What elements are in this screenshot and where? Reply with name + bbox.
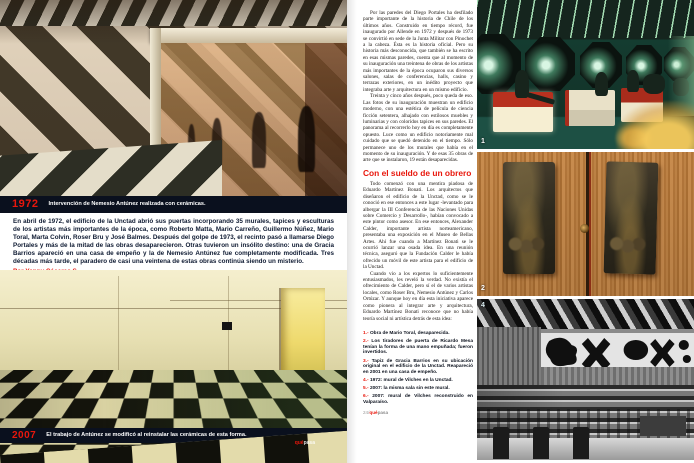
striped-floor [0, 140, 222, 196]
caption-number: 5.- [363, 386, 369, 392]
door-edge [589, 152, 591, 296]
wall-sign [222, 322, 232, 330]
person-silhouette [627, 70, 639, 92]
caption-text: Obra de Mario Toral, desaparecida. [368, 330, 450, 336]
caption-text: 2007: mural de Vilches reconstruido en Valparaíso. [363, 394, 473, 405]
ceiling-lights [477, 0, 694, 38]
watermark-red: qué [294, 440, 304, 446]
intro-paragraph: En abril de 1972, el edificio de la Unctad abrió sus puertas incorporando 35 murales, tapices y esculturas de los artistas más importantes de la época, como Roberto Matta, Mario Carreño, Guillermo Núñez, Mario Toral, Marta Colvin, Roser Bru y José Balmes. Después del golpe de 1973, el recinto pasó a llamarse Diego Portales y más de la mitad de las obras desaparecieron. Otras tuvieron un insólito destino: una de Gracia Barrios apareció en una casa de empeño y la de Nemesio Antúnez fue completamente modificada. Tres décadas más tarde, el paradero de casi una veintena de estas obras continúa siendo un misterio. [13, 218, 334, 265]
photo-checkered-room [0, 270, 347, 463]
photo-conference-room [477, 299, 694, 460]
page-number: 24/ [363, 410, 370, 416]
floor-tint [0, 370, 347, 430]
photo-caption-item [363, 378, 473, 384]
photo-door-handles [477, 152, 694, 296]
photo-caption: Intervención de Nemesio Antúnez realizada con cerámicas. [48, 201, 206, 208]
person-silhouette [298, 106, 315, 172]
white-sofa [565, 90, 615, 126]
photo-caption: El trabajo de Antúnez se modificó al reinstalar las cerámicas de esta forma. [46, 432, 247, 439]
article-text-column [363, 10, 473, 460]
photo-number: 2 [481, 285, 485, 292]
caption-number: 6.- [363, 394, 369, 400]
caption-bar-1972 [0, 196, 347, 213]
caption-number: 2.- [363, 339, 369, 345]
photo-number: 1 [481, 138, 485, 145]
photo-caption-item [363, 359, 473, 376]
caption-number: 3.- [363, 358, 369, 364]
section-heading: Con el sueldo de un obrero [363, 167, 472, 178]
people-group [643, 74, 665, 94]
article-paragraph: Por las paredes del Diego Portales ha desfilado parte importante de la historia de Chile de los últimos años. Construido en tiempo récord, fue inaugurado por Allende en 1972 y después de 1973 se convirtió en sede de la Junta Militar con Pinochet a la cabeza. Ésta es la historia oficial. Pero su historia más desconocida, que también se ha escrito en esas mismas paredes, cuenta que al momento de su inauguración una treintena de obras de los artistas más importantes de la época ocuparon sus diversos salones, salas de conferencias, halls, casino y terrazas exteriores, en un inédito proyecto que integraba arte y arquitectura en un mismo edificio. [363, 10, 473, 93]
photo-caption-item [363, 339, 473, 356]
lower-wall [541, 367, 694, 385]
caption-text: 1972: mural de Vilches en la Unctad. [368, 377, 453, 383]
watermark [295, 441, 315, 446]
chair [493, 427, 509, 459]
article-paragraph: Todo comenzó con una mentira piadosa de Eduardo Martínez Bonati. Los arquitectos que diseñaron el edificio de la Unctad, como se le conoció en ese entonces a este lugar -levantado para albergar la III Conferencia de las Naciones Unidas sobre Comercio y Desarrollo-, habían convocado a este pintor como asesor. En ese entonces, Alexander Calder, importante artista norteamericano, presentaba una exposición en el Museo de Bellas Artes. Ahí fue cuando a Martínez Bonati se le ocurrió lanzar una osada idea. En una reunión técnica, aseguró que la Fundación Calder le había ofrecido un móvil de este artista para el edificio de la Unctad. [363, 180, 473, 271]
caption-number: 1.- [363, 330, 369, 336]
keyhole [580, 224, 589, 233]
chair [573, 427, 589, 459]
dried-plant [616, 101, 694, 149]
year-label: 1972 [12, 198, 39, 210]
person-silhouette [595, 72, 608, 96]
magazine-brand-gray: pasa [377, 410, 389, 416]
zigzag-ceiling [477, 299, 694, 329]
photo-caption-item [363, 386, 473, 392]
intro-block [0, 213, 347, 270]
watermark-gray: pasa [303, 440, 315, 446]
article-paragraph: Treinta y cinco años después, poco queda de eso. Las fotos de su inauguración muestran un edificio moderno, con una estética de película de ciencia ficción setentera, alhajado con estilosos muebles y luminarias y con coloridos tapices en sus paredes. El panorama al recorrerlo hoy en día es completamente opuesto. Luce como un edificio notoriamente mal cuidado que se quedó detenido en el tiempo. Sólo permanece uno de los murales que había en el momento de su inauguración. Y de esas 35 obras de arte que se instalaron, 19 están desaparecidas. [363, 93, 473, 164]
entrance-beam [150, 28, 347, 43]
photo-caption-item [363, 394, 473, 405]
porthole-panel [525, 37, 575, 91]
slatted-wall [477, 327, 541, 385]
caption-text: 2007: la misma sala sin este mural. [368, 386, 450, 392]
chair [533, 427, 549, 459]
caption-text: Los tiradores de puerta de Ricardo Mesa tenían la forma de una mano empuñada; fueron invertidos. [363, 339, 473, 356]
photo-lounge-portholes [477, 0, 694, 149]
mural-graphic [541, 333, 694, 367]
person-silhouette [252, 112, 266, 168]
photo-striped-entrance [0, 0, 347, 196]
caption-text: Tapiz de Gracia Barrios en su ubicación original en el edificio de la Unctad. Reapareció en 2001 en una casa de empeño. [363, 358, 473, 375]
page-gutter [347, 0, 362, 463]
vilches-mural-band [541, 333, 694, 367]
article-paragraph: Cuando vio a los expertos lo suficientemente entusiasmados, les reveló la verdad. No existía el ofrecimiento de Calder, pero sí el de varios artistas locales, como Roser Bru, Nemesio Antúnez y Carlos Ortúzar. Y aunque hoy en día esta iniciativa aparece como pionera al integrar arte y arquitectura, Eduardo Martínez Bonati reconoce que no había teoría social ni artística detrás de esta idea: [363, 270, 473, 322]
wall-seam [118, 276, 119, 372]
caption-number: 4.- [363, 377, 369, 383]
magazine-brand-red: qué [369, 410, 378, 416]
year-label: 2007 [12, 429, 37, 441]
hand-door-handle [604, 161, 659, 274]
photo-stack [477, 0, 694, 463]
photo-captions-list [363, 331, 473, 405]
photo-number: 4 [481, 302, 485, 309]
side-table [640, 416, 686, 436]
photo-caption-item [363, 331, 473, 337]
hand-door-handle [503, 162, 555, 274]
page-footer [363, 411, 473, 416]
